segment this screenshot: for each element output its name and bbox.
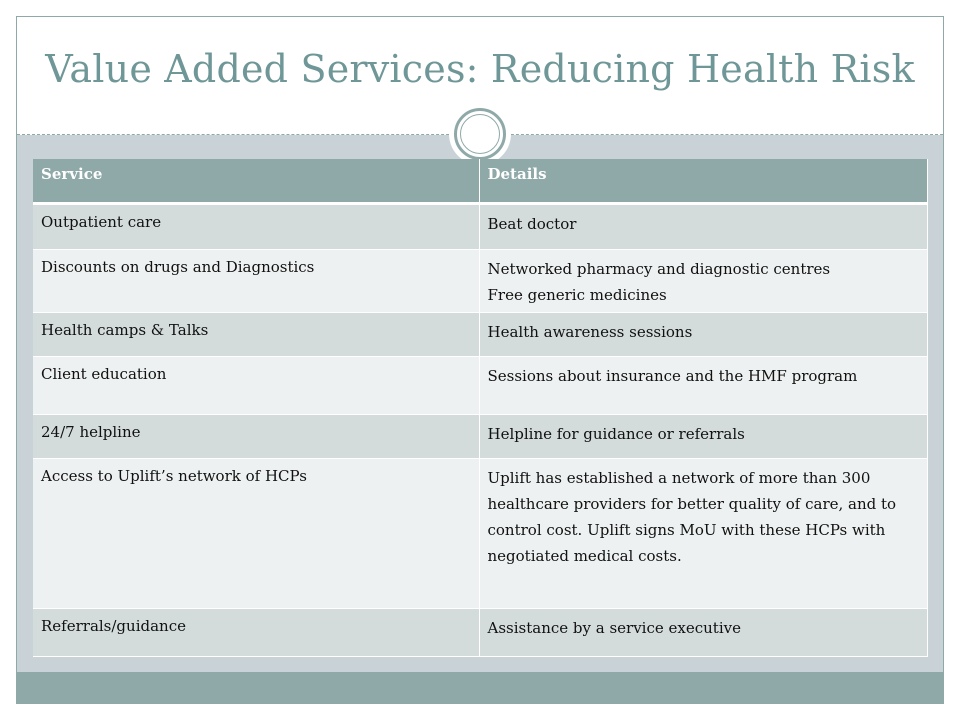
details-cell xyxy=(479,249,927,312)
column-header-service: Service xyxy=(33,159,479,203)
table-row xyxy=(33,249,927,312)
detail-line: Beat doctor xyxy=(487,214,577,233)
service-cell: Outpatient care xyxy=(33,203,479,249)
service-cell: Client education xyxy=(33,356,479,414)
service-cell: Health camps & Talks xyxy=(33,312,479,356)
details-cell xyxy=(479,608,927,656)
details-cell xyxy=(479,203,927,249)
circle-ornament-icon xyxy=(454,108,506,160)
details-cell xyxy=(479,356,927,414)
service-cell: 24/7 helpline xyxy=(33,414,479,458)
service-cell: Discounts on drugs and Diagnostics xyxy=(33,249,479,312)
detail-line: Uplift has established a network of more than 300 healthcare providers for better quality of care, and to control cost. Uplift signs MoU with these HCPs with negotiated medical costs. xyxy=(487,468,897,565)
footer-band xyxy=(17,672,943,703)
detail-line: Helpline for guidance or referrals xyxy=(487,424,745,443)
table-header-row xyxy=(33,159,927,203)
details-cell xyxy=(479,312,927,356)
details-cell xyxy=(479,414,927,458)
service-cell: Access to Uplift’s network of HCPs xyxy=(33,458,479,608)
column-header-details: Details xyxy=(479,159,927,203)
details-cell xyxy=(479,458,927,608)
detail-line: Health awareness sessions xyxy=(487,322,693,341)
circle-ornament-inner xyxy=(460,114,500,154)
detail-line: Sessions about insurance and the HMF program xyxy=(487,366,858,385)
service-cell: Referrals/guidance xyxy=(33,608,479,656)
detail-line: Networked pharmacy and diagnostic centres xyxy=(487,259,831,278)
slide xyxy=(16,16,944,704)
table-row xyxy=(33,608,927,656)
detail-line: Assistance by a service executive xyxy=(487,618,741,637)
table-row xyxy=(33,203,927,249)
detail-line: Free generic medicines xyxy=(487,285,667,304)
slide-title: Value Added Services: Reducing Health Risk xyxy=(45,47,915,91)
table-row xyxy=(33,312,927,356)
services-table xyxy=(33,159,928,657)
table-row xyxy=(33,414,927,458)
table-row xyxy=(33,458,927,608)
table-row xyxy=(33,356,927,414)
